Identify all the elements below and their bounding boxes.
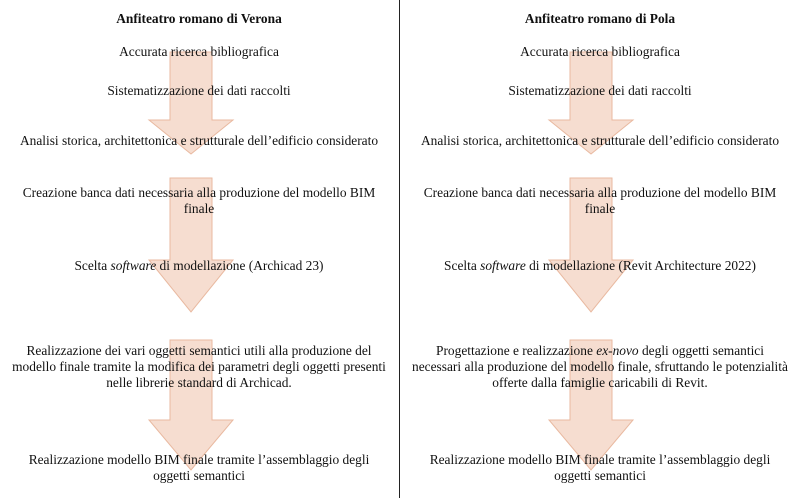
left-step-4-line [0,185,398,201]
left-step-3 [0,133,398,149]
step-text: oggetti semantici [153,468,245,483]
step-text: necessari alla produzione del modello finale, sfruttando le potenzialità [412,359,788,374]
step-text: software [480,258,526,273]
step-text: ex-novo [596,343,639,358]
left-step-7-line [0,468,398,484]
step-text: Scelta [74,258,111,273]
step-text: Analisi storica, architettonica e strutturale dell’edificio considerato [420,133,780,148]
step-text: modello finale tramite la modifica dei parametri degli oggetti presenti [12,359,386,374]
left-step-7-line [0,452,398,468]
step-text: Progettazione e realizzazione [436,343,597,358]
right-step-4-line [401,185,799,201]
right-step-2 [401,83,799,99]
step-text: Scelta [444,258,481,273]
step-text: Creazione banca dati necessaria alla produzione del modello BIM [423,185,777,200]
left-step-5-line [0,258,398,274]
right-step-5-line [401,258,799,274]
right-step-7-line [401,468,799,484]
step-text: finale [183,201,215,216]
step-text: di modellazione (Revit Architecture 2022) [525,258,756,273]
left-step-1 [0,44,398,60]
left-step-2-line [0,83,398,99]
step-text: Realizzazione dei vari oggetti semantici utili alla produzione del [26,343,372,358]
left-step-2 [0,83,398,99]
right-step-1 [401,44,799,60]
step-text: oggetti semantici [554,468,646,483]
left-step-6-line [0,343,398,359]
column-divider [399,0,400,498]
column-title-verona: Anfiteatro romano di Verona [116,11,282,26]
right-step-3-line [401,133,799,149]
left-step-5 [0,258,398,274]
left-step-6-line [0,375,398,391]
right-step-6-line [401,359,799,375]
step-text: software [110,258,157,273]
left-step-6 [0,343,398,391]
step-text: Realizzazione modello BIM finale tramite l’assemblaggio degli [429,452,771,467]
step-text: Creazione banca dati necessaria alla produzione del modello BIM [22,185,376,200]
right-step-6-line [401,375,799,391]
step-text: di modellazione (Archicad 23) [156,258,324,273]
left-step-4-line [0,201,398,217]
step-text: finale [584,201,616,216]
step-text: Sistematizzazione dei dati raccolti [107,83,291,98]
column-title-pola: Anfiteatro romano di Pola [524,11,676,26]
step-text: offerte dalla famiglie caricabili di Revit. [492,375,708,390]
step-text: degli oggetti semantici [638,343,764,358]
right-step-3 [401,133,799,149]
right-step-2-line [401,83,799,99]
right-step-4-line [401,201,799,217]
left-step-7 [0,452,398,484]
right-step-7 [401,452,799,484]
step-text: Realizzazione modello BIM finale tramite l’assemblaggio degli [28,452,370,467]
right-step-5 [401,258,799,274]
right-step-6-line [401,343,799,359]
left-step-4 [0,185,398,217]
step-text: Accurata ricerca bibliografica [520,44,680,59]
step-text: Analisi storica, architettonica e strutturale dell’edificio considerato [19,133,379,148]
step-text: Sistematizzazione dei dati raccolti [508,83,692,98]
left-step-6-line [0,359,398,375]
step-text: nelle librerie standard di Archicad. [106,375,292,390]
right-step-4 [401,185,799,217]
right-step-7-line [401,452,799,468]
step-text: Accurata ricerca bibliografica [119,44,279,59]
left-step-3-line [0,133,398,149]
left-step-1-line [0,44,398,60]
right-step-6 [401,343,799,391]
right-step-1-line [401,44,799,60]
